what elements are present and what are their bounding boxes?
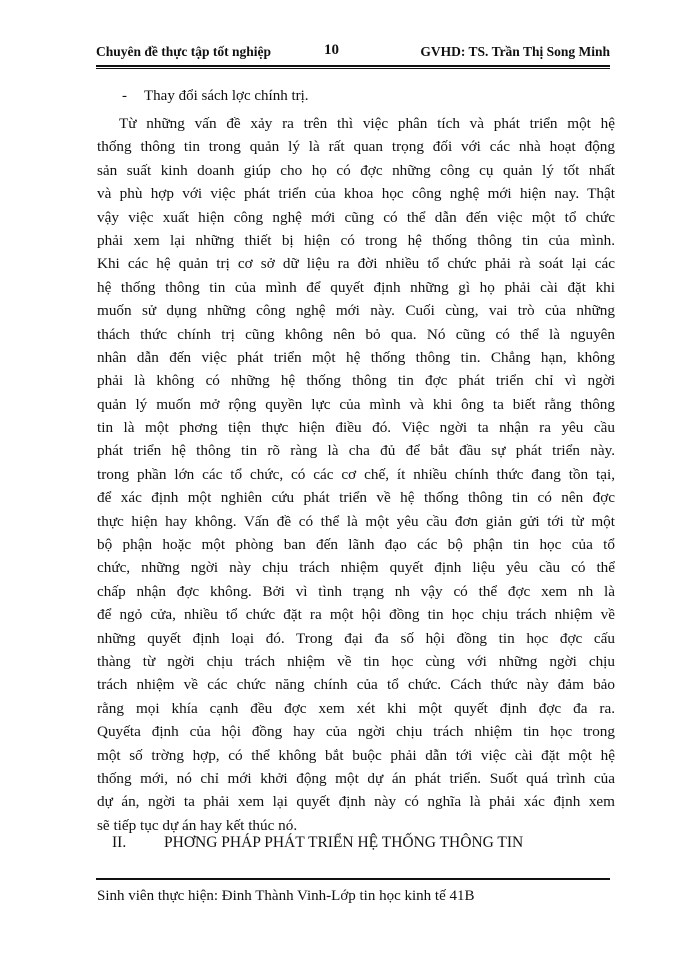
paragraph-line: sản suất kinh doanh giúp cho họ có đợc những công cụ quản lý tốt nhất <box>97 161 615 179</box>
paragraph-line: chức, những ngời này chịu trách nhiệm quyết định liệu yêu cầu có thể <box>97 559 615 577</box>
paragraph-line: Từ những vấn đề xảy ra trên thì việc phân tích và phát triển một hệ <box>119 115 615 132</box>
bullet-dash: - <box>122 88 127 104</box>
paragraph-line: quản lý muốn mở rộng quyền lực của mình và khi ông ta biết rằng thông <box>97 395 615 413</box>
section-heading <box>112 834 523 852</box>
paragraph-line: Quyếta định của hội đồng hay của ngời chịu trách nhiệm tin học trong <box>97 723 615 741</box>
paragraph-line: để ngỏ cửa, nhiều tổ chức đặt ra một hội đồng tin học chịu trách nhiệm về <box>97 606 615 624</box>
paragraph-line: trách nhiệm về các chức năng chính của tổ chức. Cách thức này đảm bảo <box>97 676 615 694</box>
page-footer: Sinh viên thực hiện: Đinh Thành Vinh-Lớp tin học kinh tế 41B <box>97 888 475 904</box>
paragraph-line: thực hiện hay không. Vấn đề có thể là một yêu cầu đơn giản gửi tới từ một <box>97 512 615 530</box>
paragraph-line: thống thông tin trong quản lý là rất quan trọng đối với các nhà hoạt động <box>97 138 615 156</box>
paragraph-line: phải xem lại những thiết bị hiện có trong hệ thống thông tin của mình. <box>97 231 615 249</box>
paragraph-line: phát triển hệ thông tin rõ ràng là cha đủ để bắt đầu sự phát triển này. <box>97 442 615 460</box>
header-advisor: GVHD: TS. Trần Thị Song Minh <box>420 44 610 59</box>
header-rule <box>96 65 610 69</box>
paragraph-line: phải là không có những hệ thống thông tin đợc phát triển chỉ vì ngời <box>97 372 615 390</box>
paragraph-line: rằng mọi khía cạnh đều đợc xem xét khi một quyết định đợc đa ra. <box>97 699 615 717</box>
bullet-text: Thay đổi sách lợc chính trị. <box>144 88 309 104</box>
paragraph-line: tin là một phơng tiện thực hiện điều đó. Việc ngời ta nhận ra yêu cầu <box>97 419 615 437</box>
section-number: II. <box>112 834 127 851</box>
paragraph-line: dự án, ngời ta phải xem lại quyết định này có nghĩa là phải xác định xem <box>97 793 615 811</box>
paragraph-line: hệ thống thông tin của mình để quyết định những gì họ phải cài đặt khi <box>97 278 615 296</box>
paragraph-line: những quyết định loại đó. Trong đại đa số hội đồng tin học đợc cấu <box>97 629 615 647</box>
header-course-title: Chuyên đề thực tập tốt nghiệp <box>96 44 271 59</box>
paragraph-line: muốn sử dụng những công nghệ mới này. Cuối cùng, vai trò của những <box>97 302 615 320</box>
page-number: 10 <box>324 42 339 58</box>
bullet-item <box>122 88 309 105</box>
paragraph-line: sẽ tiếp tục dự án hay kết thúc nó. <box>97 816 298 834</box>
paragraph-line: Khi các hệ quản trị cơ sở dữ liệu ra đời nhiều tổ chức phải rà soát lại các <box>97 255 615 273</box>
paragraph-line: thách thức chính trị cũng không nên bỏ qua. Nó cũng có thể là nguyên <box>97 325 615 343</box>
paragraph-line: để xác định một nghiên cứu phát triển về hệ thống thông tin có nên đợc <box>97 489 615 507</box>
paragraph-line: nhân dẫn đến việc phát triển một hệ thống thông tin. Chẳng hạn, không <box>97 348 615 366</box>
footer-rule <box>96 878 610 880</box>
section-title: PHƠNG PHÁP PHÁT TRIỂN HỆ THỐNG THÔNG TIN <box>164 834 524 851</box>
paragraph-line: trong phần lớn các tổ chức, có các cơ chế, ít nhiều chính thức đang tồn tại, <box>97 465 615 483</box>
paragraph-line: thống mới, nó chỉ mới khởi động một dự án phát triển. Suốt quá trình của <box>97 769 615 787</box>
paragraph-line: bộ phận hoặc một phòng ban đến lãnh đạo các bộ phận tin học của tổ <box>97 536 615 554</box>
paragraph-line: vậy việc xuất hiện công nghệ mới cũng có thể dẫn đến việc một tổ chức <box>97 208 615 226</box>
paragraph-line: một số trờng hợp, có thể không bắt buộc phải dẫn tới việc cài đặt một hệ <box>97 746 615 764</box>
page-header <box>96 40 610 60</box>
body-paragraph <box>97 112 615 837</box>
paragraph-line: thàng từ ngời chịu trách nhiệm về tin học cùng với những ngời chịu <box>97 652 615 670</box>
paragraph-line: và phù hợp với việc phát triển của khoa học công nghệ mới hiện nay. Thật <box>97 185 615 203</box>
paragraph-line: chấp nhận đợc không. Bởi vì tình trạng nh vậy có thể đợc xem nh là <box>97 582 615 600</box>
